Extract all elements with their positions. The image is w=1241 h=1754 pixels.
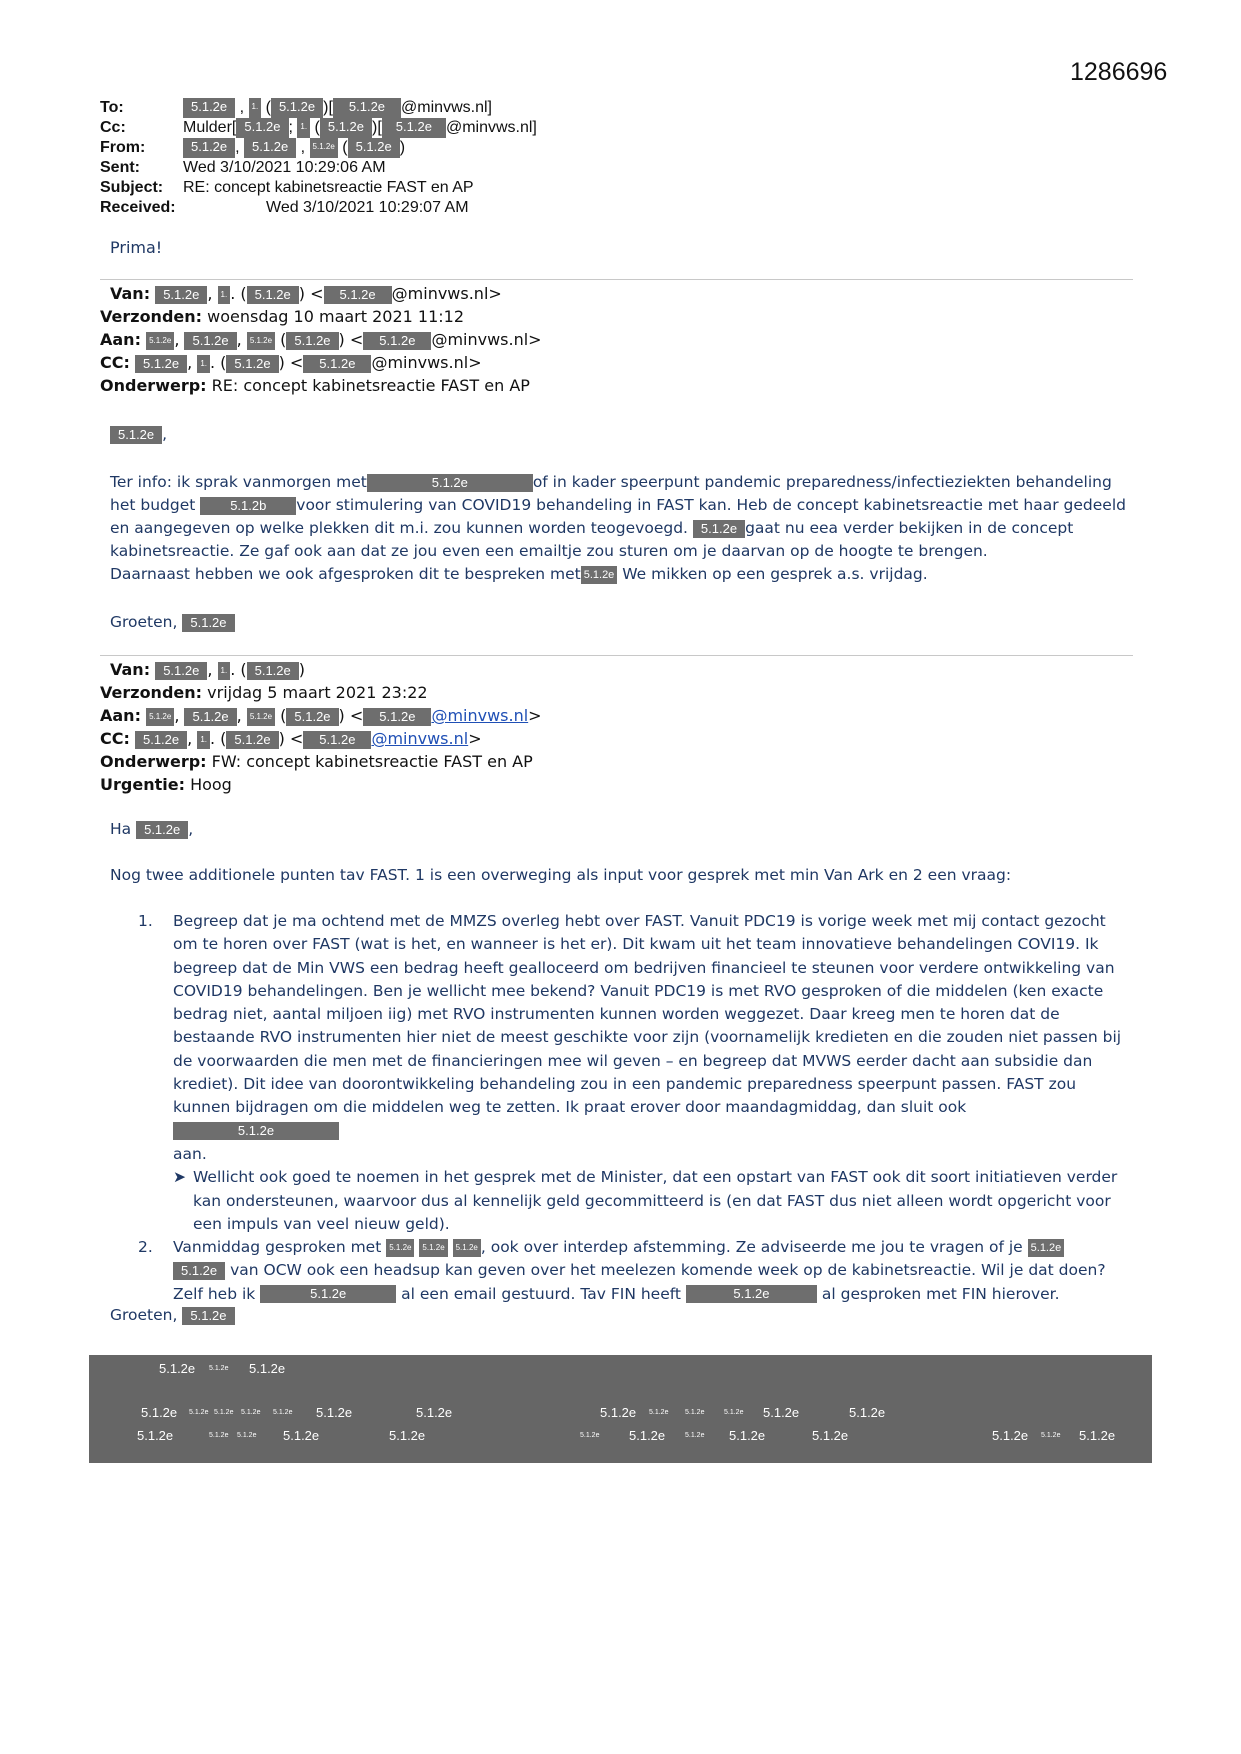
cc-prefix: Mulder[ xyxy=(183,119,237,136)
body-text: Ter info: ik sprak vanmorgen met xyxy=(110,473,367,491)
aan-row: Aan: 5.1.2e , 5.1.2e , 5.1.2e ( 5.1.2e ) < 5.1.2e @minvws.nl> xyxy=(100,706,542,725)
mail1-body xyxy=(110,471,1130,586)
redaction: 5.1.2e xyxy=(236,118,288,138)
separator xyxy=(100,279,1133,280)
redaction: 5.1.2e xyxy=(110,426,162,444)
redaction: 5.1.2e xyxy=(363,332,431,350)
onderwerp-value: RE: concept kabinetsreactie FAST en AP xyxy=(211,376,530,395)
list-number: 1. xyxy=(138,912,153,930)
cc-row: CC: 5.1.2e , 1. . ( 5.1.2e ) < 5.1.2e @minvws.nl> xyxy=(100,729,482,748)
redaction: 1. xyxy=(218,662,231,680)
van-label: Van: xyxy=(110,284,151,303)
cc-label: Cc: xyxy=(100,119,126,136)
redaction: 5.1.2e xyxy=(155,662,207,680)
verzonden-row xyxy=(100,305,542,328)
list-item-text xyxy=(173,1236,1128,1306)
body-text: of in kader speerpunt pandemic preparedness/infectieziekten behandeling xyxy=(532,473,1112,491)
cc-row: CC: 5.1.2e , 1. . ( 5.1.2e ) < 5.1.2e @minvws.nl> xyxy=(100,353,482,372)
aan-label: Aan: xyxy=(100,706,141,725)
mail2-greeting: Ha 5.1.2e , xyxy=(110,820,194,838)
redaction: 5.1.2e xyxy=(183,138,235,158)
redaction: 5.1.2e xyxy=(389,1428,426,1443)
redaction: 5.1.2e xyxy=(182,1307,234,1325)
redaction: 1. xyxy=(297,118,310,138)
redaction: 5.1.2e xyxy=(146,708,174,726)
redaction: 5.1.2e xyxy=(320,118,372,138)
onderwerp-value: FW: concept kabinetsreactie FAST en AP xyxy=(211,752,533,771)
redaction: 1. xyxy=(218,286,231,304)
van-label: Van: xyxy=(110,660,151,679)
onderwerp-row xyxy=(100,750,542,773)
redaction: 5.1.2e xyxy=(419,1239,447,1257)
redaction: 5.1.2e xyxy=(685,1432,705,1439)
redaction: 5.1.2e xyxy=(581,566,618,584)
redaction: 5.1.2e xyxy=(260,1285,396,1303)
separator xyxy=(100,655,1133,656)
redaction: 5.1.2e xyxy=(159,1361,196,1376)
redaction: 5.1.2e xyxy=(629,1428,666,1443)
redaction: 5.1.2e xyxy=(237,1432,257,1439)
verzonden-value: vrijdag 5 maart 2021 23:22 xyxy=(207,683,428,702)
mail1-header xyxy=(100,282,542,397)
aan-label: Aan: xyxy=(100,330,141,349)
verzonden-label: Verzonden: xyxy=(100,683,203,702)
list-number: 2. xyxy=(138,1238,153,1257)
sub-bullet xyxy=(173,1166,1128,1236)
redaction: 5.1.2e xyxy=(247,662,299,680)
redaction: 5.1.2e xyxy=(286,708,338,726)
body-text: kabinetsreactie. Ze gaf ook aan dat ze jou even een emailtje zou sturen om je daarvan op de hoogte te brengen. xyxy=(110,542,988,560)
body-text: Vanmiddag gesproken met xyxy=(173,1238,382,1257)
to-domain: @minvws.nl] xyxy=(401,99,492,116)
mail2-list xyxy=(138,910,1128,1306)
body-text: We mikken op een gesprek a.s. vrijdag. xyxy=(622,565,928,583)
sent-label: Sent: xyxy=(100,159,140,176)
redaction: 5.1.2e xyxy=(146,332,174,350)
redaction: 5.1.2e xyxy=(184,332,236,350)
verzonden-value: woensdag 10 maart 2021 11:12 xyxy=(207,307,465,326)
from-row: From: 5.1.2e , 5.1.2e , 5.1.2e ( 5.1.2e ) xyxy=(100,139,406,156)
redaction: 1. xyxy=(249,98,262,118)
list-item-2 xyxy=(138,1236,1128,1306)
redaction: 5.1.2e xyxy=(729,1428,766,1443)
redaction: 1. xyxy=(197,355,210,373)
redaction: 5.1.2e xyxy=(363,708,431,726)
subject-label: Subject: xyxy=(100,179,164,196)
redaction: 5.1.2e xyxy=(1041,1432,1061,1439)
email-header xyxy=(100,98,537,218)
redaction: 5.1.2e xyxy=(155,286,207,304)
greeting-text: Ha xyxy=(110,820,132,838)
redaction: 1. xyxy=(197,731,210,749)
redaction: 5.1.2e xyxy=(135,355,187,373)
redaction: 5.1.2e xyxy=(247,332,275,350)
urgentie-label: Urgentie: xyxy=(100,775,185,794)
body-text: al gesproken met FIN hierover. xyxy=(821,1284,1060,1303)
redaction: 5.1.2e xyxy=(173,1122,339,1140)
redaction: 5.1.2e xyxy=(141,1405,178,1420)
cc-email-link[interactable]: @minvws.nl xyxy=(371,729,469,748)
redaction: 5.1.2e xyxy=(273,1409,293,1416)
redaction: 5.1.2e xyxy=(209,1432,229,1439)
redaction: 5.1.2e xyxy=(135,731,187,749)
redaction: 5.1.2e xyxy=(189,1409,209,1416)
sent-value: Wed 3/10/2021 10:29:06 AM xyxy=(183,159,386,176)
body-text: voor stimulering van COVID19 behandeling in FAST kan. Heb de concept kabinetsreactie met haar gedeeld xyxy=(296,496,1126,514)
redaction: 5.1.2e xyxy=(333,98,401,118)
aan-domain: @minvws.nl> xyxy=(431,330,542,349)
redaction: 5.1.2e xyxy=(226,731,278,749)
redaction: 5.1.2e xyxy=(249,1361,286,1376)
redaction: 5.1.2e xyxy=(649,1409,669,1416)
urgentie-value: Hoog xyxy=(190,775,232,794)
redaction: 5.1.2e xyxy=(416,1405,453,1420)
redaction: 5.1.2e xyxy=(324,286,392,304)
redaction: 5.1.2e xyxy=(241,1409,261,1416)
onderwerp-label: Onderwerp: xyxy=(100,752,207,771)
verzonden-label: Verzonden: xyxy=(100,307,203,326)
redaction: 5.1.2e xyxy=(382,118,446,138)
list-item-text xyxy=(173,910,1128,1166)
mail2-header xyxy=(100,658,542,796)
redacted-signature-block xyxy=(89,1355,1152,1463)
to-label: To: xyxy=(100,99,124,116)
sub-bullet-text: Wellicht ook goed te noemen in het gesprek met de Minister, dat een opstart van FAST ook dit soort initiatieven verder kan ondersteunen, waarvoor dus al kennelijk geld gecommitteerd is (en dat FAST dus niet alleen wordt opgericht voor een impuls van veel nieuw geld). xyxy=(193,1168,1118,1233)
urgentie-row xyxy=(100,773,542,796)
redaction: 5.1.2e xyxy=(184,708,236,726)
aan-row: Aan: 5.1.2e , 5.1.2e , 5.1.2e ( 5.1.2e ) < 5.1.2e @minvws.nl> xyxy=(100,330,542,349)
body-text: Daarnaast hebben we ook afgesproken dit te bespreken met xyxy=(110,565,581,583)
redaction: 5.1.2e xyxy=(303,355,371,373)
received-label: Received: xyxy=(100,199,176,216)
body-text: het budget xyxy=(110,496,196,514)
redaction: 5.1.2e xyxy=(1079,1428,1116,1443)
redaction: 5.1.2e xyxy=(685,1409,705,1416)
redaction: 5.1.2e xyxy=(214,1409,234,1416)
redaction: 5.1.2e xyxy=(136,821,188,839)
redaction: 5.1.2e xyxy=(724,1409,744,1416)
redaction: 5.1.2e xyxy=(600,1405,637,1420)
redaction: 5.1.2e xyxy=(348,138,400,158)
groeten-text: Groeten, xyxy=(110,613,178,631)
document-number: 1286696 xyxy=(1070,58,1168,86)
sent-row xyxy=(100,158,537,178)
redaction: 5.1.2e xyxy=(310,138,338,158)
redaction: 5.1.2e xyxy=(693,520,745,538)
redaction: 5.1.2b xyxy=(200,497,296,515)
redaction: 5.1.2e xyxy=(763,1405,800,1420)
cc-domain: @minvws.nl> xyxy=(371,353,482,372)
redaction: 5.1.2e xyxy=(173,1262,225,1280)
mail1-signoff xyxy=(110,611,1130,634)
body-text: van OCW ook een headsup kan geven over het meelezen komende week op de kabinetsreactie. Wil je dat doen? Zelf heb ik xyxy=(173,1261,1106,1303)
subject-row xyxy=(100,178,537,198)
redaction: 5.1.2e xyxy=(849,1405,886,1420)
redaction: 5.1.2e xyxy=(209,1365,229,1372)
verzonden-row xyxy=(100,681,542,704)
body-text: gaat nu eea verder bekijken in de concept xyxy=(745,519,1074,537)
redaction: 5.1.2e xyxy=(137,1428,174,1443)
van-row: Van: 5.1.2e , 1. . ( 5.1.2e ) < 5.1.2e @minvws.nl> xyxy=(110,284,502,303)
arrow-bullet-icon: ➤ xyxy=(173,1168,186,1187)
redaction: 5.1.2e xyxy=(453,1239,481,1257)
body-text: , ook over interdep afstemming. Ze adviseerde me jou te vragen of je xyxy=(480,1238,1023,1257)
mail2-intro: Nog twee additionele punten tav FAST. 1 is een overweging als input voor gesprek met min Van Ark en 2 een vraag: xyxy=(110,866,1012,884)
cc-label: CC: xyxy=(100,729,130,748)
received-row xyxy=(100,198,537,218)
redaction: 5.1.2e xyxy=(247,286,299,304)
body-text: en aangegeven op welke plekken dit m.i. zou kunnen worden teogevoegd. xyxy=(110,519,688,537)
redaction: 5.1.2e xyxy=(1028,1239,1065,1257)
cc-label: CC: xyxy=(100,353,130,372)
van-row: Van: 5.1.2e , 1. . ( 5.1.2e ) xyxy=(110,660,306,679)
from-label: From: xyxy=(100,139,146,156)
redaction: 5.1.2e xyxy=(182,614,234,632)
reply-message: Prima! xyxy=(110,238,163,257)
redaction: 5.1.2e xyxy=(686,1285,817,1303)
redaction: 5.1.2e xyxy=(386,1239,414,1257)
received-value: Wed 3/10/2021 10:29:07 AM xyxy=(266,199,469,216)
redaction: 5.1.2e xyxy=(183,98,235,118)
redaction: 5.1.2e xyxy=(316,1405,353,1420)
body-text: al een email gestuurd. Tav FIN heeft xyxy=(401,1284,682,1303)
body-text: Begreep dat je ma ochtend met de MMZS overleg hebt over FAST. Vanuit PDC19 is vorige week met mij contact gezocht om te horen over FAST (wat is het, en wanneer is het er). Dit kwam uit het team innovatieve behandelingen COVI19. Ik begreep dat de Min VWS een bedrag heeft gealloceerd om bedrijven financieel te steunen voor verdere ontwikkeling van COVID19 behandelingen. Ben je wellicht mee bekend? Vanuit PDC19 is met RVO gesproken of die middelen (ken exacte bedrag niet, aantal miljoen iig) met RVO instrumenten kunnen worden weggezet. Daar kreeg men te horen dat de bestaande RVO instrumenten hier niet de meest geschikte voor zijn (voornamelijk kredieten en die zouden niet passen bij de voorwaarden die men met de financieringen mee wil geven – en begreep dat MVWS eerder dacht aan subsidie dan krediet). Dit idee van doorontwikkeling behandeling zou in een pandemic preparedness speerpunt passen. FAST zou kunnen bijdragen om die middelen weg te zetten. Ik praat erover door maandagmiddag, dan sluit ook xyxy=(173,912,1122,1117)
redaction: 5.1.2e xyxy=(992,1428,1029,1443)
cc-row: Cc: Mulder[ 5.1.2e ; 1. ( 5.1.2e )[ 5.1.2e @minvws.nl] xyxy=(100,119,537,136)
onderwerp-row xyxy=(100,374,542,397)
redaction: 5.1.2e xyxy=(271,98,323,118)
redaction: 5.1.2e xyxy=(812,1428,849,1443)
cc-domain: @minvws.nl] xyxy=(445,119,537,136)
mail1-salutation: 5.1.2e , xyxy=(110,423,1130,446)
body-text: aan. xyxy=(173,1144,207,1163)
redaction: 5.1.2e xyxy=(244,138,296,158)
redaction: 5.1.2e xyxy=(247,708,275,726)
redaction: 5.1.2e xyxy=(303,731,371,749)
van-domain: @minvws.nl> xyxy=(391,284,502,303)
list-item-1 xyxy=(138,910,1128,1166)
redaction: 5.1.2e xyxy=(226,355,278,373)
groeten-text: Groeten, xyxy=(110,1306,178,1324)
subject-value: RE: concept kabinetsreactie FAST en AP xyxy=(183,179,474,196)
redaction: 5.1.2e xyxy=(286,332,338,350)
onderwerp-label: Onderwerp: xyxy=(100,376,207,395)
redaction: 5.1.2e xyxy=(367,474,533,492)
redaction: 5.1.2e xyxy=(580,1432,600,1439)
to-row: To: 5.1.2e , 1. ( 5.1.2e )[ 5.1.2e @minvws.nl] xyxy=(100,99,492,116)
redaction: 5.1.2e xyxy=(283,1428,320,1443)
aan-email-link[interactable]: @minvws.nl xyxy=(431,706,529,725)
mail2-signoff xyxy=(110,1304,1130,1327)
